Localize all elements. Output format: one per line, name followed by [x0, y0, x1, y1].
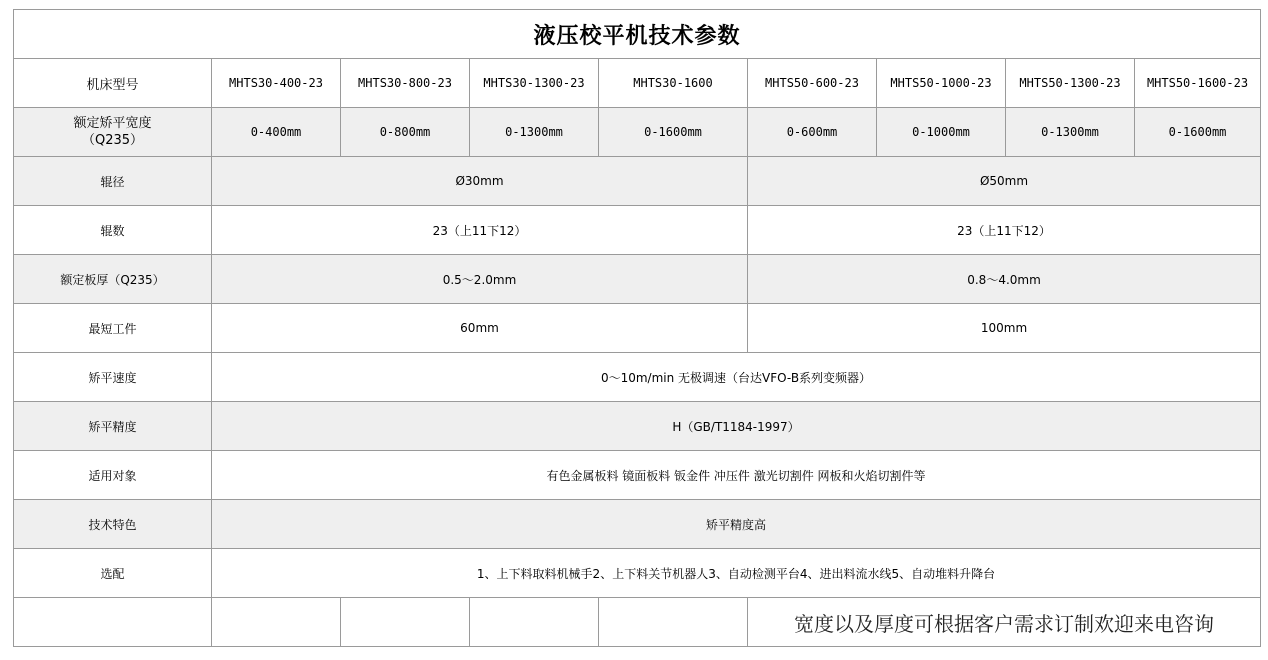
roll-count-right: 23（上11下12） [748, 206, 1261, 255]
row-label-thickness: 额定板厚（Q235） [14, 255, 212, 304]
thickness-right: 0.8～4.0mm [748, 255, 1261, 304]
table-row-roll-count [14, 206, 1261, 255]
row-label-roll-diameter: 辊径 [14, 157, 212, 206]
row-label-feature: 技术特色 [14, 500, 212, 549]
table-row-applicable [14, 451, 1261, 500]
empty-cell [341, 598, 470, 647]
model-cell: MHTS50-1300-23 [1006, 59, 1135, 108]
row-label-applicable: 适用对象 [14, 451, 212, 500]
empty-cell [599, 598, 748, 647]
thickness-left: 0.5～2.0mm [212, 255, 748, 304]
width-cell: 0-1600mm [1135, 108, 1261, 157]
table-row-footer [14, 598, 1261, 647]
table-row-model [14, 59, 1261, 108]
row-label-speed: 矫平速度 [14, 353, 212, 402]
speed-value: 0～10m/min 无极调速（台达VFO-B系列变频器） [212, 353, 1261, 402]
width-cell: 0-600mm [748, 108, 877, 157]
precision-value: H（GB/T1184-1997） [212, 402, 1261, 451]
model-cell: MHTS50-600-23 [748, 59, 877, 108]
model-cell: MHTS50-1600-23 [1135, 59, 1261, 108]
row-label-width [14, 108, 212, 157]
roll-count-left: 23（上11下12） [212, 206, 748, 255]
feature-value: 矫平精度高 [212, 500, 1261, 549]
row-label-model: 机床型号 [14, 59, 212, 108]
options-value: 1、上下料取料机械手2、上下料关节机器人3、自动检测平台4、进出料流水线5、自动堆料升降台 [212, 549, 1261, 598]
model-cell: MHTS30-1300-23 [470, 59, 599, 108]
shortest-right: 100mm [748, 304, 1261, 353]
empty-cell [212, 598, 341, 647]
table-row-feature [14, 500, 1261, 549]
spec-table [13, 9, 1261, 647]
row-label-shortest: 最短工件 [14, 304, 212, 353]
title-row [14, 10, 1261, 59]
model-cell: MHTS30-800-23 [341, 59, 470, 108]
applicable-value: 有色金属板料 镜面板料 钣金件 冲压件 激光切割件 网板和火焰切割件等 [212, 451, 1261, 500]
table-row-width [14, 108, 1261, 157]
shortest-left: 60mm [212, 304, 748, 353]
width-cell: 0-1300mm [1006, 108, 1135, 157]
row-label-precision: 矫平精度 [14, 402, 212, 451]
footer-note: 宽度以及厚度可根据客户需求订制欢迎来电咨询 [748, 598, 1261, 647]
table-row-thickness [14, 255, 1261, 304]
roll-diameter-left: Ø30mm [212, 157, 748, 206]
row-label-options: 选配 [14, 549, 212, 598]
empty-cell [14, 598, 212, 647]
width-cell: 0-400mm [212, 108, 341, 157]
model-cell: MHTS50-1000-23 [877, 59, 1006, 108]
width-cell: 0-1000mm [877, 108, 1006, 157]
page-title: 液压校平机技术参数 [14, 10, 1261, 59]
table-row-speed [14, 353, 1261, 402]
row-label-width-line1: 额定矫平宽度 [73, 116, 152, 131]
table-row-precision [14, 402, 1261, 451]
row-label-width-line2: （Q235） [81, 133, 144, 148]
model-cell: MHTS30-400-23 [212, 59, 341, 108]
row-label-roll-count: 辊数 [14, 206, 212, 255]
table-row-roll-diameter [14, 157, 1261, 206]
spec-sheet [13, 9, 1261, 647]
roll-diameter-right: Ø50mm [748, 157, 1261, 206]
width-cell: 0-1600mm [599, 108, 748, 157]
width-cell: 0-800mm [341, 108, 470, 157]
width-cell: 0-1300mm [470, 108, 599, 157]
model-cell: MHTS30-1600 [599, 59, 748, 108]
table-row-shortest [14, 304, 1261, 353]
table-row-options [14, 549, 1261, 598]
empty-cell [470, 598, 599, 647]
